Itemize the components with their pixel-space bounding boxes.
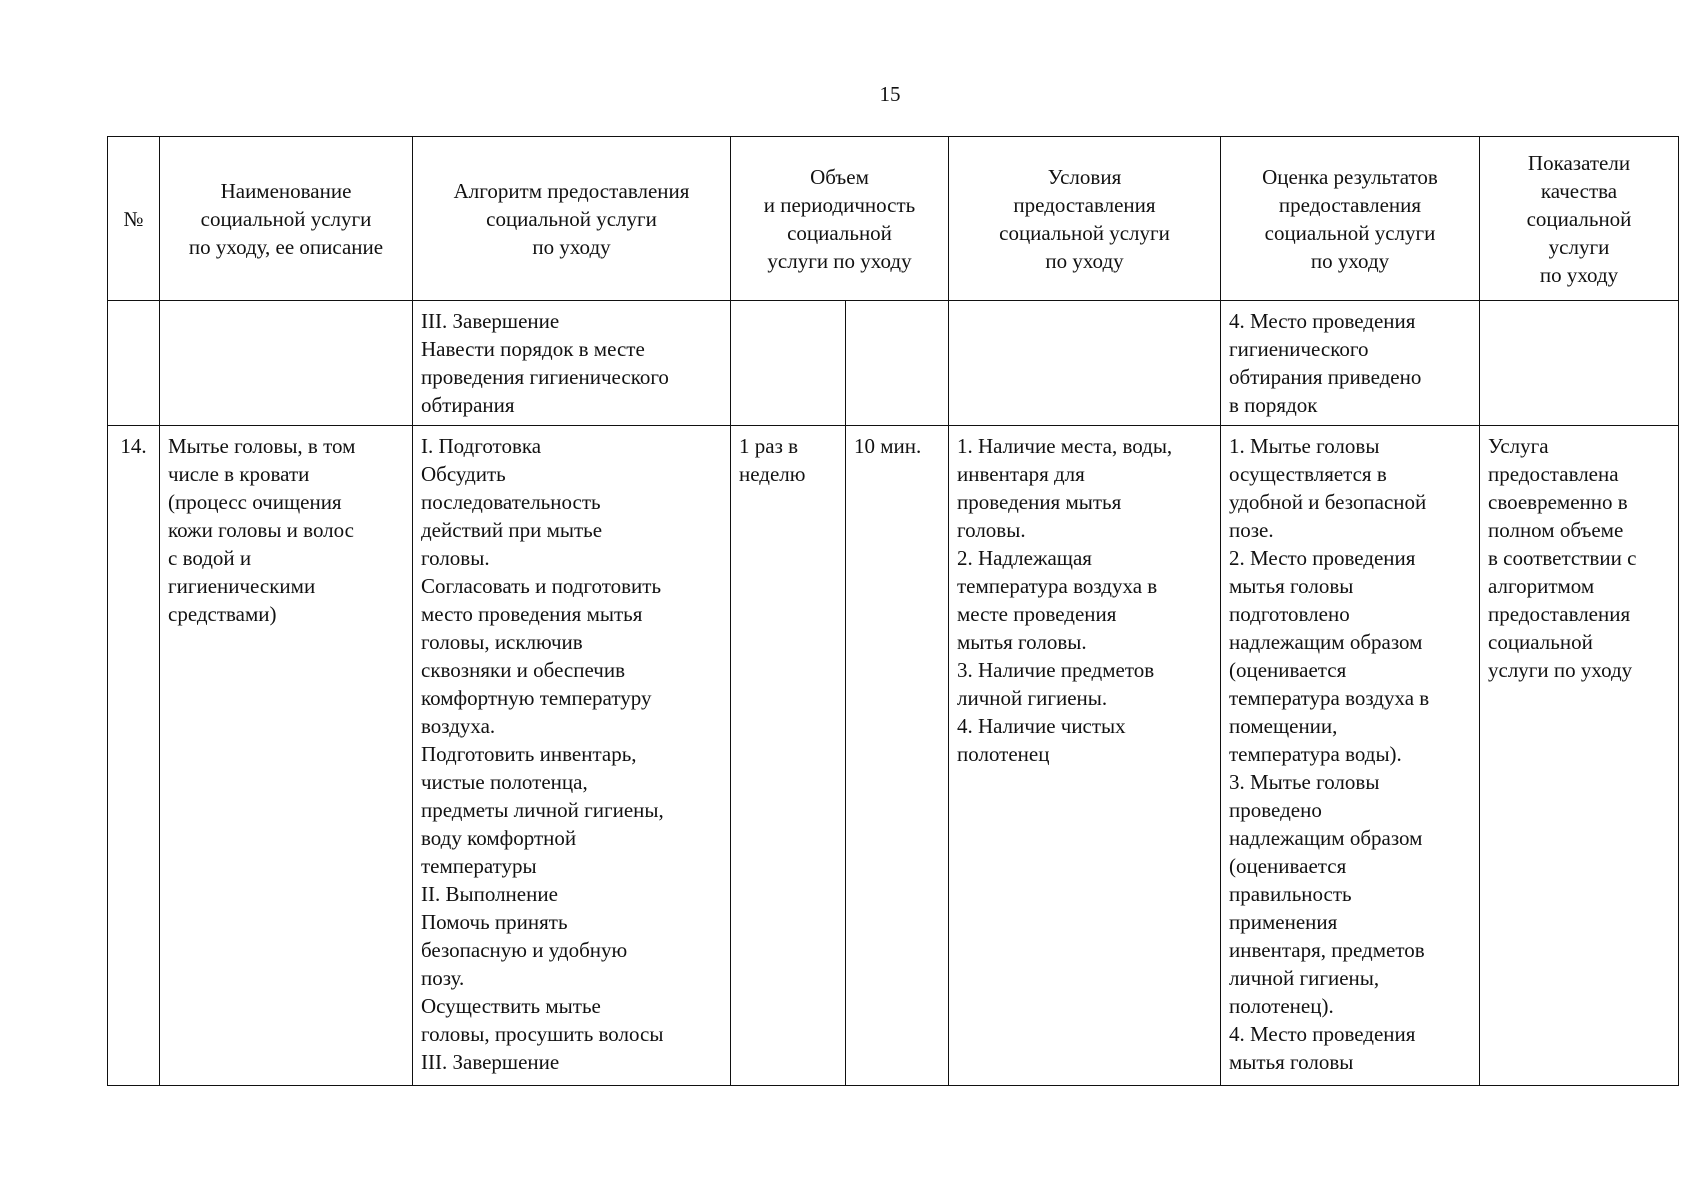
text-line: Условия	[1047, 164, 1122, 189]
text-line: числе в кровати	[168, 462, 310, 486]
text-line: удобной и безопасной	[1229, 490, 1427, 514]
text-line: чистые полотенца,	[421, 770, 588, 794]
text-line: I. Подготовка	[421, 434, 542, 458]
text-line: 1. Наличие места, воды,	[957, 434, 1173, 458]
text-line: II. Выполнение	[421, 882, 558, 906]
text-line: социальной услуги	[999, 220, 1170, 245]
text-line: температура воздуха в	[957, 574, 1158, 598]
text-line: средствами)	[168, 602, 277, 626]
text-line: головы.	[957, 518, 1026, 542]
text-line: действий при мытье	[421, 518, 603, 542]
text-line: предметы личной гигиены,	[421, 798, 664, 822]
header-algorithm	[413, 137, 731, 301]
text-line: место проведения мытья	[421, 602, 643, 626]
text-line: (процесс очищения	[168, 490, 342, 514]
text-line: с водой и	[168, 546, 252, 570]
text-line: проведено	[1229, 798, 1322, 822]
text-line: последовательность	[421, 490, 601, 514]
text-line: 3. Наличие предметов	[957, 658, 1155, 682]
text-line: применения	[1229, 910, 1338, 934]
continuation-row	[108, 301, 1679, 426]
text-line: позу.	[421, 966, 465, 990]
row-14	[108, 426, 1679, 1086]
text-line: полном объеме	[1488, 518, 1624, 542]
text-line: своевременно в	[1488, 490, 1628, 514]
header-service-name	[160, 137, 413, 301]
header-volume-periodicity	[731, 137, 949, 301]
text-line: позе.	[1229, 518, 1274, 542]
cont-number-cell	[108, 301, 160, 426]
page-number: 15	[879, 82, 901, 106]
cont-evaluation-cell	[1221, 301, 1480, 426]
header-number	[108, 137, 160, 301]
text-line: проведения гигиенического	[421, 365, 669, 389]
text-line: Навести порядок в месте	[421, 337, 645, 361]
text-line: социальной услуги	[200, 206, 372, 231]
text-line: мытья головы	[1229, 574, 1354, 598]
text-line: (оценивается	[1229, 854, 1347, 878]
text-line: гигиенического	[1229, 337, 1369, 361]
text-line: сквозняки и обеспечив	[421, 658, 625, 682]
text-line: №	[123, 206, 144, 231]
text-line: 4. Место проведения	[1229, 309, 1416, 333]
header-evaluation	[1221, 137, 1480, 301]
text-line: обтирания приведено	[1229, 365, 1422, 389]
text-line: воздуха.	[421, 714, 496, 738]
text-line: в соответствии с	[1488, 546, 1637, 570]
text-line: предоставления	[1278, 192, 1422, 217]
text-line: алгоритмом	[1488, 574, 1595, 598]
text-line: личной гигиены.	[957, 686, 1108, 710]
text-line: температура воды).	[1229, 742, 1402, 766]
text-line: 10 мин.	[854, 434, 922, 458]
text-line: Осуществить мытье	[421, 994, 601, 1018]
text-line: (оценивается	[1229, 658, 1347, 682]
text-line: подготовлено	[1229, 602, 1350, 626]
text-line: по уходу	[1539, 262, 1619, 287]
text-line: полотенец).	[1229, 994, 1334, 1018]
row-14-number: 14.	[108, 426, 160, 1086]
text-line: Помочь принять	[421, 910, 568, 934]
services-table	[107, 136, 1679, 1086]
row-14-volume	[846, 426, 949, 1086]
text-line: 2. Место проведения	[1229, 546, 1416, 570]
text-line: гигиеническими	[168, 574, 316, 598]
text-line: в порядок	[1229, 393, 1318, 417]
text-line: услуги по уходу	[767, 248, 912, 273]
text-line: головы, исключив	[421, 630, 583, 654]
text-line: услуги по уходу	[1488, 658, 1633, 682]
text-line: мытья головы.	[957, 630, 1087, 654]
row-14-conditions	[949, 426, 1221, 1086]
text-line: предоставлена	[1488, 462, 1619, 486]
header-row	[108, 137, 1679, 301]
text-line: надлежащим образом	[1229, 630, 1423, 654]
text-line: Наименование	[220, 178, 352, 203]
text-line: социальной услуги	[1264, 220, 1436, 245]
cont-conditions-cell	[949, 301, 1221, 426]
text-line: надлежащим образом	[1229, 826, 1423, 850]
cont-algorithm-cell	[413, 301, 731, 426]
text-line: Услуга	[1488, 434, 1549, 458]
text-line: 1 раз в	[739, 434, 799, 458]
text-line: помещении,	[1229, 714, 1338, 738]
text-line: 3. Мытье головы	[1229, 770, 1380, 794]
cont-quality-cell	[1480, 301, 1679, 426]
text-line: 2. Надлежащая	[957, 546, 1092, 570]
text-line: 4. Место проведения	[1229, 1022, 1416, 1046]
text-line: обтирания	[421, 393, 515, 417]
text-line: Показатели	[1527, 150, 1631, 175]
text-line: температура воздуха в	[1229, 686, 1430, 710]
text-line: безопасную и удобную	[421, 938, 628, 962]
text-line: 1. Мытье головы	[1229, 434, 1380, 458]
text-line: мытья головы	[1229, 1050, 1354, 1074]
cont-name-cell	[160, 301, 413, 426]
text-line: личной гигиены,	[1229, 966, 1380, 990]
text-line: качества	[1540, 178, 1618, 203]
text-line: инвентаря, предметов	[1229, 938, 1425, 962]
row-14-evaluation	[1221, 426, 1480, 1086]
header-quality	[1480, 137, 1679, 301]
text-line: кожи головы и волос	[168, 518, 354, 542]
row-14-name	[160, 426, 413, 1086]
text-line: социальной	[1488, 630, 1593, 654]
text-line: социальной	[1526, 206, 1632, 231]
text-line: Оценка результатов	[1262, 164, 1438, 189]
text-line: Обсудить	[421, 462, 506, 486]
text-line: воду комфортной	[421, 826, 577, 850]
text-line: инвентаря для	[957, 462, 1085, 486]
text-line: по уходу	[532, 234, 611, 259]
text-line: социальной	[787, 220, 892, 245]
text-line: температуры	[421, 854, 537, 878]
text-line: неделю	[739, 462, 806, 486]
text-line: III. Завершение	[421, 1050, 560, 1074]
text-line: Мытье головы, в том	[168, 434, 356, 458]
text-line: по уходу	[1045, 248, 1124, 273]
text-line: правильность	[1229, 882, 1352, 906]
text-line: проведения мытья	[957, 490, 1122, 514]
text-line: комфортную температуру	[421, 686, 652, 710]
text-line: услуги	[1548, 234, 1610, 259]
row-14-algorithm	[413, 426, 731, 1086]
text-line: головы.	[421, 546, 490, 570]
cont-periodicity-cell	[731, 301, 846, 426]
text-line: полотенец	[957, 742, 1050, 766]
text-line: по уходу, ее описание	[188, 234, 384, 259]
text-line: по уходу	[1310, 248, 1390, 273]
text-line: III. Завершение	[421, 309, 560, 333]
text-line: социальной услуги	[486, 206, 657, 231]
cont-volume-cell	[846, 301, 949, 426]
text-line: месте проведения	[957, 602, 1117, 626]
text-line: Алгоритм предоставления	[453, 178, 690, 203]
text-line: головы, просушить волосы	[421, 1022, 664, 1046]
row-14-quality	[1480, 426, 1679, 1086]
header-conditions	[949, 137, 1221, 301]
text-line: предоставления	[1013, 192, 1156, 217]
row-14-periodicity	[731, 426, 846, 1086]
text-line: Объем	[810, 164, 869, 189]
text-line: Согласовать и подготовить	[421, 574, 662, 598]
text-line: и периодичность	[763, 192, 916, 217]
text-line: осуществляется в	[1229, 462, 1387, 486]
text-line: Подготовить инвентарь,	[421, 742, 637, 766]
text-line: 4. Наличие чистых	[957, 714, 1126, 738]
text-line: предоставления	[1488, 602, 1631, 626]
services-table-wrapper	[107, 136, 1679, 1086]
